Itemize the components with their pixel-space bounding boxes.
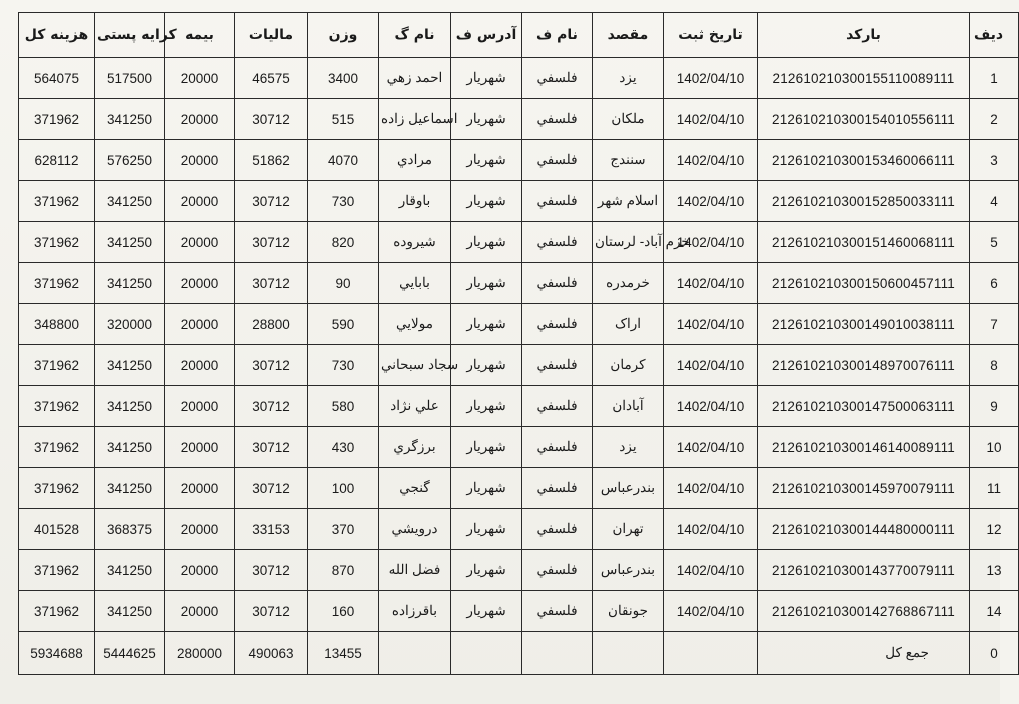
weight-cell: 590 (308, 304, 379, 345)
date-cell: 1402/04/10 (664, 591, 758, 632)
header-row-number: دیف (970, 13, 1019, 58)
postage-cell: 341250 (95, 222, 165, 263)
insurance-cell: 20000 (165, 427, 235, 468)
empty-cell (522, 632, 593, 675)
total-cost-cell: 371962 (19, 427, 95, 468)
sender-address-cell: شهريار (451, 550, 522, 591)
weight-cell: 4070 (308, 140, 379, 181)
postage-cell: 341250 (95, 386, 165, 427)
postage-cell: 368375 (95, 509, 165, 550)
date-cell: 1402/04/10 (664, 550, 758, 591)
total-cost-cell: 371962 (19, 222, 95, 263)
table-row (19, 468, 1019, 509)
row-number-cell: 2 (970, 99, 1019, 140)
tax-cell: 30712 (235, 550, 308, 591)
tax-sum: 490063 (235, 632, 308, 675)
sender-name-cell: فلسفي (522, 99, 593, 140)
destination-cell: خرمدره (593, 263, 664, 304)
sender-name-cell: فلسفي (522, 181, 593, 222)
recipient-cell: مولايي (379, 304, 451, 345)
total-cost-cell: 371962 (19, 99, 95, 140)
insurance-cell: 20000 (165, 591, 235, 632)
postage-cell: 341250 (95, 550, 165, 591)
barcode-cell: 212610210300143770079111 (758, 550, 970, 591)
tax-cell: 33153 (235, 509, 308, 550)
sender-address-cell: شهريار (451, 222, 522, 263)
sender-address-cell: شهريار (451, 468, 522, 509)
row-number-cell: 1 (970, 58, 1019, 99)
recipient-cell: سجاد سبحاني (379, 345, 451, 386)
tax-cell: 30712 (235, 386, 308, 427)
date-cell: 1402/04/10 (664, 181, 758, 222)
weight-cell: 160 (308, 591, 379, 632)
insurance-cell: 20000 (165, 304, 235, 345)
row-number-cell: 7 (970, 304, 1019, 345)
weight-sum: 13455 (308, 632, 379, 675)
total-cost-cell: 371962 (19, 386, 95, 427)
postage-cell: 341250 (95, 427, 165, 468)
sender-address-cell: شهريار (451, 58, 522, 99)
recipient-cell: برزگري (379, 427, 451, 468)
header-insurance: بیمه (165, 13, 235, 58)
recipient-cell: مرادي (379, 140, 451, 181)
insurance-cell: 20000 (165, 468, 235, 509)
tax-cell: 30712 (235, 345, 308, 386)
insurance-cell: 20000 (165, 345, 235, 386)
row-number-cell: 10 (970, 427, 1019, 468)
sender-name-cell: فلسفي (522, 468, 593, 509)
tax-cell: 51862 (235, 140, 308, 181)
tax-cell: 30712 (235, 222, 308, 263)
recipient-cell: باقرزاده (379, 591, 451, 632)
total-cost-sum: 5934688 (19, 632, 95, 675)
weight-cell: 370 (308, 509, 379, 550)
barcode-cell: 212610210300152850033111 (758, 181, 970, 222)
header-sender-name: نام ف (522, 13, 593, 58)
date-cell: 1402/04/10 (664, 427, 758, 468)
tax-cell: 30712 (235, 591, 308, 632)
postage-sum: 5444625 (95, 632, 165, 675)
total-cost-cell: 371962 (19, 345, 95, 386)
insurance-cell: 20000 (165, 550, 235, 591)
weight-cell: 515 (308, 99, 379, 140)
recipient-cell: فضل الله (379, 550, 451, 591)
barcode-cell: 212610210300155110089111 (758, 58, 970, 99)
postage-cell: 341250 (95, 181, 165, 222)
insurance-cell: 20000 (165, 222, 235, 263)
table-row (19, 222, 1019, 263)
row-number-cell: 6 (970, 263, 1019, 304)
table-row (19, 140, 1019, 181)
barcode-cell: 212610210300146140089111 (758, 427, 970, 468)
date-cell: 1402/04/10 (664, 58, 758, 99)
destination-cell: آبادان (593, 386, 664, 427)
barcode-cell: 212610210300144480000111 (758, 509, 970, 550)
insurance-sum: 280000 (165, 632, 235, 675)
tax-cell: 30712 (235, 181, 308, 222)
weight-cell: 100 (308, 468, 379, 509)
date-cell: 1402/04/10 (664, 222, 758, 263)
table-row (19, 550, 1019, 591)
table-row (19, 304, 1019, 345)
sender-address-cell: شهريار (451, 427, 522, 468)
tax-cell: 30712 (235, 427, 308, 468)
destination-cell: بندرعباس (593, 468, 664, 509)
sender-name-cell: فلسفي (522, 304, 593, 345)
destination-cell: يزد (593, 58, 664, 99)
insurance-cell: 20000 (165, 58, 235, 99)
postage-cell: 576250 (95, 140, 165, 181)
date-cell: 1402/04/10 (664, 345, 758, 386)
weight-cell: 580 (308, 386, 379, 427)
empty-cell (593, 632, 664, 675)
sender-address-cell: شهريار (451, 99, 522, 140)
barcode-cell: 212610210300149010038111 (758, 304, 970, 345)
sender-name-cell: فلسفي (522, 427, 593, 468)
postage-cell: 341250 (95, 591, 165, 632)
barcode-cell: 212610210300150600457111 (758, 263, 970, 304)
date-cell: 1402/04/10 (664, 304, 758, 345)
barcode-cell: 212610210300142768867111 (758, 591, 970, 632)
table-row (19, 99, 1019, 140)
row-number-cell: 12 (970, 509, 1019, 550)
header-tax: مالیات (235, 13, 308, 58)
sender-address-cell: شهريار (451, 591, 522, 632)
table-row (19, 427, 1019, 468)
recipient-cell: علي نژاد (379, 386, 451, 427)
header-total-cost: هزینه کل (19, 13, 95, 58)
table-body (19, 58, 1019, 675)
sender-address-cell: شهريار (451, 181, 522, 222)
recipient-cell: شيروده (379, 222, 451, 263)
destination-cell: جونقان (593, 591, 664, 632)
postage-cell: 517500 (95, 58, 165, 99)
sender-name-cell: فلسفي (522, 345, 593, 386)
header-sender-address: آدرس ف (451, 13, 522, 58)
recipient-cell: اسماعيل زاده (379, 99, 451, 140)
tax-cell: 28800 (235, 304, 308, 345)
tax-cell: 30712 (235, 99, 308, 140)
sender-name-cell: فلسفي (522, 140, 593, 181)
shipment-table (18, 12, 1019, 675)
insurance-cell: 20000 (165, 99, 235, 140)
header-row (19, 13, 1019, 58)
destination-cell: يزد (593, 427, 664, 468)
tax-cell: 30712 (235, 468, 308, 509)
barcode-cell: 212610210300154010556111 (758, 99, 970, 140)
header-destination: مقصد (593, 13, 664, 58)
weight-cell: 90 (308, 263, 379, 304)
row-number-cell: 8 (970, 345, 1019, 386)
insurance-cell: 20000 (165, 263, 235, 304)
table-row (19, 386, 1019, 427)
total-cost-cell: 371962 (19, 550, 95, 591)
destination-cell: ملكان (593, 99, 664, 140)
sender-address-cell: شهريار (451, 386, 522, 427)
postage-cell: 341250 (95, 468, 165, 509)
row-number-cell: 3 (970, 140, 1019, 181)
weight-cell: 430 (308, 427, 379, 468)
sender-name-cell: فلسفي (522, 222, 593, 263)
destination-cell: تهران (593, 509, 664, 550)
header-recipient: نام گ (379, 13, 451, 58)
recipient-cell: باوقار (379, 181, 451, 222)
sender-name-cell: فلسفي (522, 386, 593, 427)
total-cost-cell: 564075 (19, 58, 95, 99)
date-cell: 1402/04/10 (664, 468, 758, 509)
table-row (19, 345, 1019, 386)
total-cost-cell: 371962 (19, 181, 95, 222)
destination-cell: اسلام شهر (593, 181, 664, 222)
destination-cell: بندرعباس (593, 550, 664, 591)
sender-address-cell: شهريار (451, 304, 522, 345)
table-row (19, 509, 1019, 550)
weight-cell: 870 (308, 550, 379, 591)
date-cell: 1402/04/10 (664, 509, 758, 550)
barcode-cell: 212610210300145970079111 (758, 468, 970, 509)
barcode-cell: 212610210300147500063111 (758, 386, 970, 427)
sender-address-cell: شهريار (451, 140, 522, 181)
weight-cell: 730 (308, 345, 379, 386)
barcode-cell: 212610210300153460066111 (758, 140, 970, 181)
row-number-cell: 11 (970, 468, 1019, 509)
sender-name-cell: فلسفي (522, 263, 593, 304)
destination-cell: اراک (593, 304, 664, 345)
header-weight: وزن (308, 13, 379, 58)
row-number-cell: 9 (970, 386, 1019, 427)
totals-row-number: 0 (970, 632, 1019, 675)
sender-address-cell: شهريار (451, 263, 522, 304)
sender-name-cell: فلسفي (522, 58, 593, 99)
row-number-cell: 5 (970, 222, 1019, 263)
insurance-cell: 20000 (165, 386, 235, 427)
tax-cell: 30712 (235, 263, 308, 304)
recipient-cell: بابايي (379, 263, 451, 304)
header-barcode: بارکد (758, 13, 970, 58)
total-cost-cell: 371962 (19, 468, 95, 509)
row-number-cell: 4 (970, 181, 1019, 222)
total-cost-cell: 371962 (19, 263, 95, 304)
sender-name-cell: فلسفي (522, 509, 593, 550)
totals-row (19, 632, 1019, 675)
tax-cell: 46575 (235, 58, 308, 99)
postage-cell: 341250 (95, 263, 165, 304)
barcode-cell: 212610210300151460068111 (758, 222, 970, 263)
totals-label: جمع كل (758, 632, 970, 675)
sender-address-cell: شهريار (451, 345, 522, 386)
sender-address-cell: شهريار (451, 509, 522, 550)
postage-cell: 341250 (95, 345, 165, 386)
destination-cell: كرمان (593, 345, 664, 386)
header-date: تاریخ ثبت (664, 13, 758, 58)
total-cost-cell: 371962 (19, 591, 95, 632)
table-row (19, 181, 1019, 222)
recipient-cell: درويشي (379, 509, 451, 550)
row-number-cell: 14 (970, 591, 1019, 632)
recipient-cell: احمد زهي (379, 58, 451, 99)
weight-cell: 820 (308, 222, 379, 263)
empty-cell (379, 632, 451, 675)
sender-name-cell: فلسفي (522, 550, 593, 591)
insurance-cell: 20000 (165, 140, 235, 181)
date-cell: 1402/04/10 (664, 140, 758, 181)
insurance-cell: 20000 (165, 181, 235, 222)
empty-cell (664, 632, 758, 675)
header-postage: کرایه پستی (95, 13, 165, 58)
total-cost-cell: 348800 (19, 304, 95, 345)
weight-cell: 730 (308, 181, 379, 222)
table-row (19, 263, 1019, 304)
weight-cell: 3400 (308, 58, 379, 99)
destination-cell: خرم آباد- لرستان (593, 222, 664, 263)
row-number-cell: 13 (970, 550, 1019, 591)
date-cell: 1402/04/10 (664, 99, 758, 140)
destination-cell: سنندج (593, 140, 664, 181)
total-cost-cell: 401528 (19, 509, 95, 550)
table-row (19, 591, 1019, 632)
barcode-cell: 212610210300148970076111 (758, 345, 970, 386)
total-cost-cell: 628112 (19, 140, 95, 181)
recipient-cell: گنجي (379, 468, 451, 509)
insurance-cell: 20000 (165, 509, 235, 550)
sender-name-cell: فلسفي (522, 591, 593, 632)
table-row (19, 58, 1019, 99)
empty-cell (451, 632, 522, 675)
date-cell: 1402/04/10 (664, 386, 758, 427)
date-cell: 1402/04/10 (664, 263, 758, 304)
postage-cell: 320000 (95, 304, 165, 345)
postage-cell: 341250 (95, 99, 165, 140)
